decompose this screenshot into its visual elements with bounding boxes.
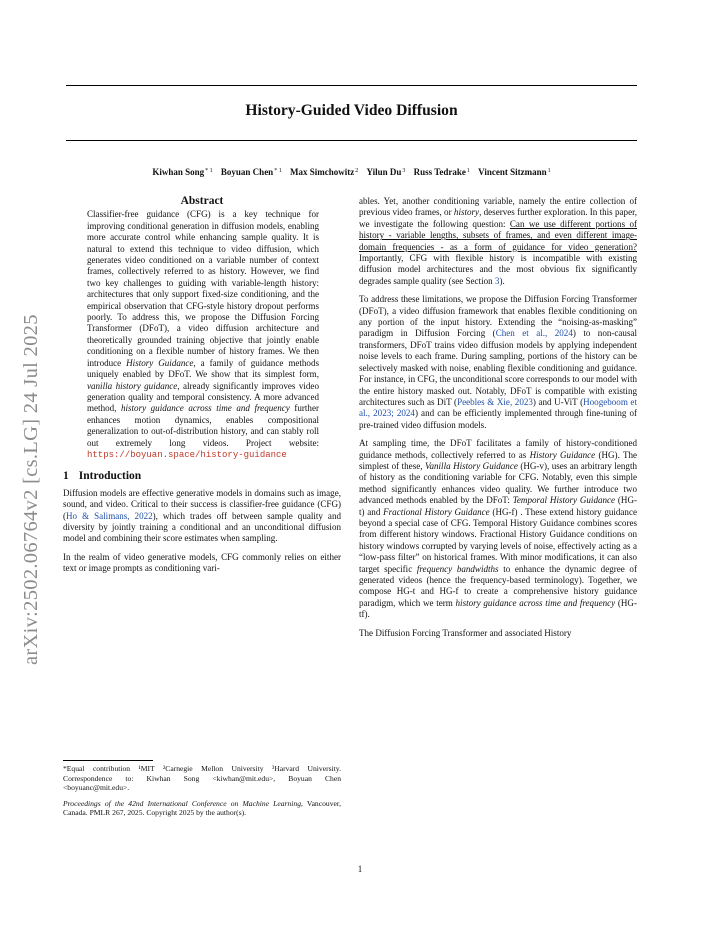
paper-title: History-Guided Video Diffusion bbox=[245, 102, 458, 119]
author: Kiwhan Song$^{* 1}$ bbox=[152, 167, 213, 177]
right-column bbox=[359, 196, 637, 646]
abstract-text: Classifier-free guidance (CFG) is a key technique for improving conditional generation in diffusion models, enabling more accurate control while enhancing sample quality. It is natural to extend this technique to video diffusion, which generates video conditioned on a variable number of context frames, collectively referred to as history. However, we find two key challenges to guiding with variable-length history: architectures that only support fixed-size conditioning, and the empirical observation that CFG-style history dropout performs poorly. To address this, we propose the Diffusion Forcing Transformer (DFoT), a video diffusion architecture and theoretically grounded training objective that jointly enable conditioning on a flexible number of history frames. We then introduce History Guidance, a family of guidance methods uniquely enabled by DFoT. We show that its simplest form, vanilla history guidance, already significantly improves video generation quality and temporal consistency. A more advanced method, history guidance across time and frequency further enhances motion dynamics, enables compositional generalization to out-of-distribution history, and can stably roll out extremely long videos. Project website: https://boyuan.space/history-guidance bbox=[87, 209, 319, 460]
project-website-link[interactable]: https://boyuan.space/history-guidance bbox=[87, 449, 287, 460]
affiliation-footnote: *Equal contribution ¹MIT ²Carnegie Mellon University ³Harvard University. Correspondence to: Kiwhan Song <kiwhan@mit.edu>, Boyuan Chen <boyuanc@mit.edu>. bbox=[63, 764, 341, 792]
author: Boyuan Chen$^{* 1}$ bbox=[220, 167, 282, 177]
citation-link[interactable]: Hoogeboom et al., 2023; 2024 bbox=[359, 396, 637, 419]
proceedings-note: Proceedings of the 42nd International Conference on Machine Learning, Vancouver, Canada. PMLR 267, 2025. Copyright 2025 by the author(s). bbox=[63, 798, 341, 817]
research-question: Can we use different portions of history - variable lengths, subsets of frames, and even different image-domain frequencies - as a form of guidance for video generation? bbox=[359, 218, 637, 252]
author: Max Simchowitz$^2$ bbox=[289, 167, 359, 177]
abstract-heading: Abstract bbox=[180, 195, 224, 207]
body-paragraph: To address these limitations, we propose the Diffusion Forcing Transformer (DFoT), a video diffusion framework that enables flexible conditioning on any portion of the input history. Extending the “noising-as-masking” paradigm in Diffusion Forcing (Chen et al., 2024) to non-causal transformers, DFoT trains video diffusion models by applying independent noise levels to each frame. During sampling, portions of the history can be selectively masked with noise, enabling flexible conditioning and guidance. For instance, in CFG, the unconditional score corresponds to our model with the entire history masked out. Notably, DFoT is compatible with existing architectures such as DiT (Peebles & Xie, 2023) and U-ViT (Hoogeboom et al., 2023; 2024) and can be efficiently implemented through fine-tuning of pre-trained video diffusion models. bbox=[359, 294, 637, 430]
left-column bbox=[63, 196, 341, 582]
title-rule-bottom bbox=[66, 140, 637, 141]
author: Russ Tedrake$^1$ bbox=[413, 167, 470, 177]
body-paragraph: The Diffusion Forcing Transformer and associated History bbox=[359, 627, 572, 638]
footnote-rule bbox=[63, 760, 153, 761]
page-number: 1 bbox=[357, 864, 363, 874]
intro-paragraph-2: In the realm of video generative models, CFG commonly relies on either text or image prompts as conditioning vari- bbox=[63, 551, 341, 574]
title-rule-top bbox=[66, 85, 637, 86]
body-paragraph: At sampling time, the DFoT facilitates a family of history-conditioned guidance methods, collectively referred to as History Guidance (HG). The simplest of these, Vanilla History Guidance (HG-v), uses an arbitrary length of history as the conditioning variable for CFG. Notably, even this simple method significantly enhances video quality. We further introduce two advanced methods enabled by the DFoT: Temporal History Guidance (HG-t) and Fractional History Guidance (HG-f) . These extend history guidance beyond a special case of CFG. Temporal History Guidance combines scores from different history windows. Fractional History Guidance conditions on history windows corrupted by varying levels of noise, effectively acting as a “low-pass filter” on historical frames. With minor modifications, it can also target specific frequency bandwidths to enhance the dynamic degree of generated videos (hence the frequency-based terminology). Together, we compose HG-t and HG-f to create a comprehensive history guidance paradigm, which we term history guidance across time and frequency (HG-tf). bbox=[359, 438, 638, 620]
author: Yilun Du$^3$ bbox=[366, 167, 406, 177]
section-heading-introduction: 1 Introduction bbox=[63, 470, 142, 483]
citation-link[interactable]: Ho & Salimans, 2022 bbox=[66, 510, 153, 521]
citation-link[interactable]: Peebles & Xie, 2023 bbox=[457, 396, 533, 407]
section-reference-link[interactable]: 3 bbox=[494, 275, 500, 286]
body-paragraph: ables. Yet, another conditioning variable, namely the entire collection of previous video frames, or history, deserves further exploration. In this paper, we investigate the following question: Can we use different portions of history - variable lengths, subsets of frames, and even different image-domain frequencies - as a form of guidance for video generation? Importantly, CFG with flexible history is incompatible with existing diffusion model architectures and the most obvious fix significantly degrades sample quality (see Section 3). bbox=[359, 196, 638, 286]
arxiv-identifier-stamp: arXiv:2502.06764v2 [cs.LG] 24 Jul 2025 bbox=[20, 314, 42, 665]
footnotes bbox=[63, 760, 341, 824]
intro-paragraph-1: Diffusion models are effective generative models in domains such as image, sound, and video. Critical to their success is classifier-free guidance (CFG) (Ho & Salimans, 2022), which trades off between sample quality and diversity by jointly training a conditional and an unconditional diffusion model and combining their score estimates when sampling. bbox=[63, 487, 341, 544]
citation-link[interactable]: Chen et al., 2024 bbox=[495, 328, 573, 339]
author: Vincent Sitzmann$^1$ bbox=[478, 167, 551, 177]
author-list bbox=[66, 167, 637, 177]
